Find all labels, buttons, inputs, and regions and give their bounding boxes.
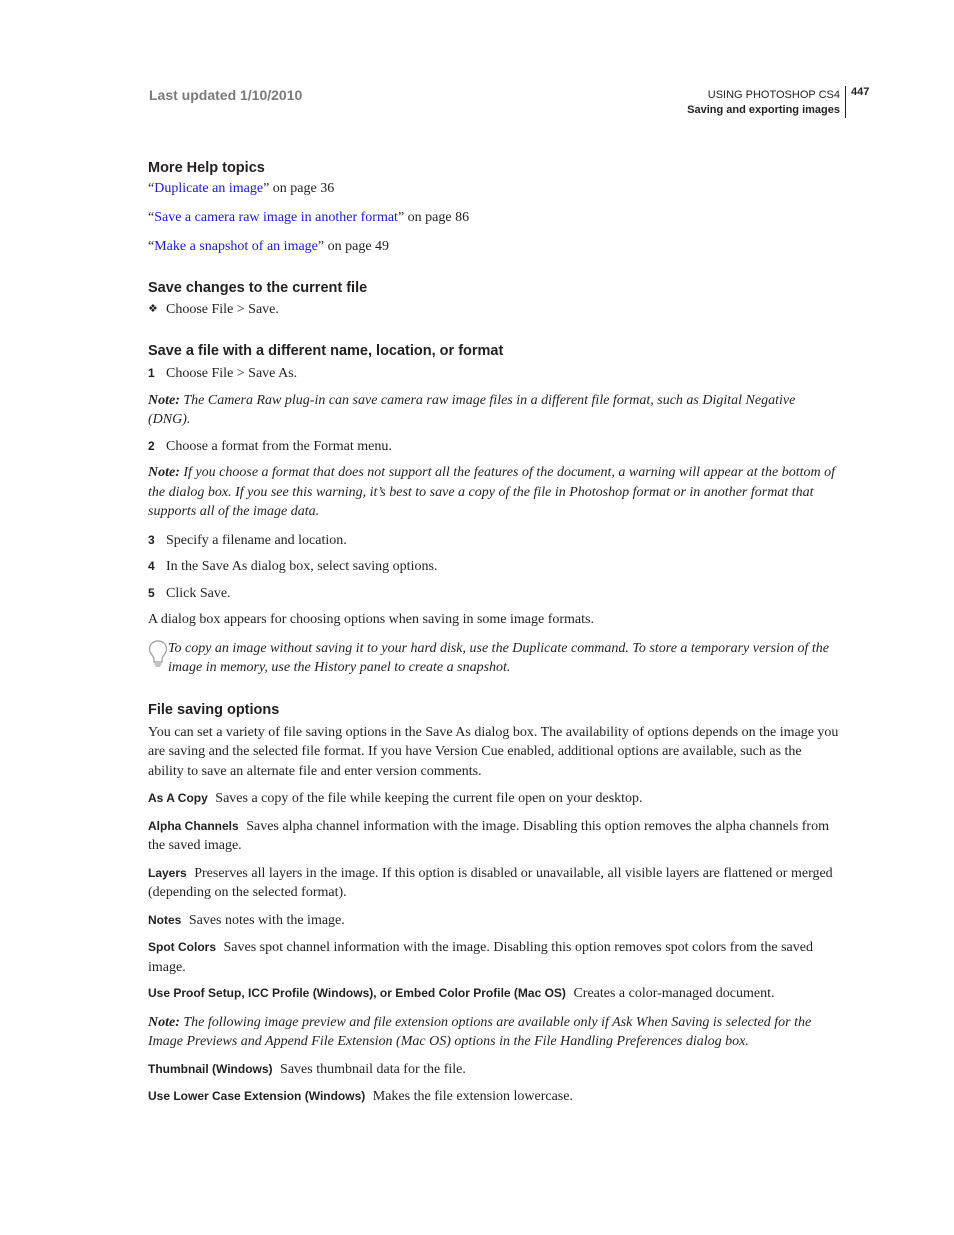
body-paragraph: A dialog box appears for choosing options when saving in some image formats.: [148, 612, 594, 627]
option-term: Spot Colors: [148, 940, 216, 954]
option-term: Alpha Channels: [148, 818, 239, 833]
step-item: [148, 557, 840, 577]
option-item: [148, 864, 840, 903]
step-text: Choose File > Save As.: [166, 366, 298, 381]
step-item: [148, 584, 840, 604]
tip-block: [148, 639, 840, 678]
more-help-heading: More Help topics: [148, 160, 265, 176]
help-link-item: [148, 179, 840, 199]
body-paragraph: You can set a variety of file saving options in the Save As dialog box. The availability of options depends on the image you are saving and the selected file format. If you have Version Cue enabled, additional options are available, such as the ability to save an alternate file and enter version comments.: [148, 724, 839, 779]
step-number: 2: [148, 438, 155, 453]
option-term: Thumbnail (Windows): [148, 1061, 273, 1076]
step-text: Click Save.: [166, 585, 231, 601]
page-ref: ” on page 36: [263, 181, 335, 196]
step-item: [148, 364, 840, 384]
step-number: 1: [148, 366, 155, 380]
page-ref: ” on page 49: [317, 239, 390, 254]
option-item: [148, 817, 840, 856]
option-item: [148, 1087, 840, 1107]
quote-open: “: [148, 239, 155, 254]
tip-text: To copy an image without saving it to your hard disk, use the Duplicate command. To store a temporary version of the image in memory, use the History panel to create a snapshot.: [168, 640, 829, 675]
option-item: [148, 1060, 840, 1080]
option-term: Use Proof Setup, ICC Profile (Windows), or Embed Color Profile (Mac OS): [148, 986, 566, 1000]
option-term: Use Lower Case Extension (Windows): [148, 1089, 366, 1103]
note: [148, 463, 840, 522]
last-updated: Last updated 1/10/2010: [149, 87, 303, 103]
option-term: Layers: [148, 865, 187, 880]
header-divider: [845, 86, 846, 118]
step-number: 4: [148, 559, 155, 573]
option-item: [148, 938, 840, 977]
step-item: [148, 531, 840, 551]
note-text: The following image preview and file extension options are available only if Ask When Saving is selected for the Image Previews and Append File Extension (Mac OS) options in the File Handling Preferences dialog box.: [148, 1014, 812, 1049]
note-text: If you choose a format that does not support all the features of the document, a warning will appear at the bottom of the dialog box. If you see this warning, it’s best to save a copy of the file in Photoshop format or in another format that supports all of the image data.: [148, 465, 835, 519]
option-item: [148, 789, 840, 809]
bullet-mark-icon: ❖: [148, 302, 158, 315]
option-desc: Preserves all layers in the image. If this option is disabled or unavailable, all visible layers are flattened or merged (depending on the selected format).: [148, 865, 833, 900]
lightbulb-icon: [148, 639, 168, 678]
help-link-item: [148, 208, 840, 228]
note-label: Note:: [148, 1014, 180, 1030]
help-link-duplicate-image[interactable]: Duplicate an image: [154, 181, 264, 196]
book-title: USING PHOTOSHOP CS4: [707, 89, 840, 101]
option-term: Notes: [148, 912, 182, 927]
note: [148, 391, 840, 430]
running-header: [687, 88, 840, 118]
option-item: [148, 984, 840, 1004]
page-content: [148, 158, 840, 1107]
save-current-heading: Save changes to the current file: [148, 279, 368, 296]
step-number: 5: [148, 585, 155, 600]
step-number: 3: [148, 532, 155, 547]
option-desc: Makes the file extension lowercase.: [372, 1089, 573, 1104]
note: [148, 1013, 840, 1052]
step-text: In the Save As dialog box, select saving options.: [166, 559, 438, 574]
option-desc: Saves alpha channel information with the image. Disabling this option removes the alpha channels from the saved image.: [148, 818, 829, 853]
note-text: The Camera Raw plug-in can save camera raw image files in a different file format, such as Digital Negative (DNG).: [148, 392, 796, 427]
option-term: As A Copy: [148, 791, 208, 805]
option-desc: Saves thumbnail data for the file.: [280, 1061, 466, 1077]
bullet-text: Choose File > Save.: [166, 301, 279, 317]
option-desc: Saves a copy of the file while keeping the current file open on your desktop.: [215, 791, 643, 806]
option-desc: Creates a color-managed document.: [573, 986, 775, 1001]
option-desc: Saves notes with the image.: [188, 912, 345, 928]
option-item: [148, 911, 840, 931]
help-link-make-snapshot[interactable]: Make a snapshot of an image: [154, 239, 318, 254]
help-link-save-camera-raw[interactable]: Save a camera raw image in another format: [154, 210, 398, 225]
step-item: [148, 437, 840, 457]
section-title: Saving and exporting images: [687, 104, 840, 116]
bullet-item: [148, 300, 840, 320]
step-text: Specify a filename and location.: [166, 532, 347, 548]
quote-open: “: [148, 181, 155, 196]
page-number: 447: [851, 86, 870, 98]
quote-open: “: [148, 210, 155, 225]
note-label: Note:: [148, 465, 180, 480]
step-text: Choose a format from the Format menu.: [166, 438, 392, 454]
help-link-item: [148, 237, 840, 257]
save-different-heading: Save a file with a different name, location, or format: [148, 343, 504, 359]
page-ref: ” on page 86: [397, 210, 470, 225]
file-saving-heading: File saving options: [148, 701, 280, 718]
option-desc: Saves spot channel information with the image. Disabling this option removes spot colors from the saved image.: [148, 940, 813, 975]
note-label: Note:: [148, 392, 180, 408]
